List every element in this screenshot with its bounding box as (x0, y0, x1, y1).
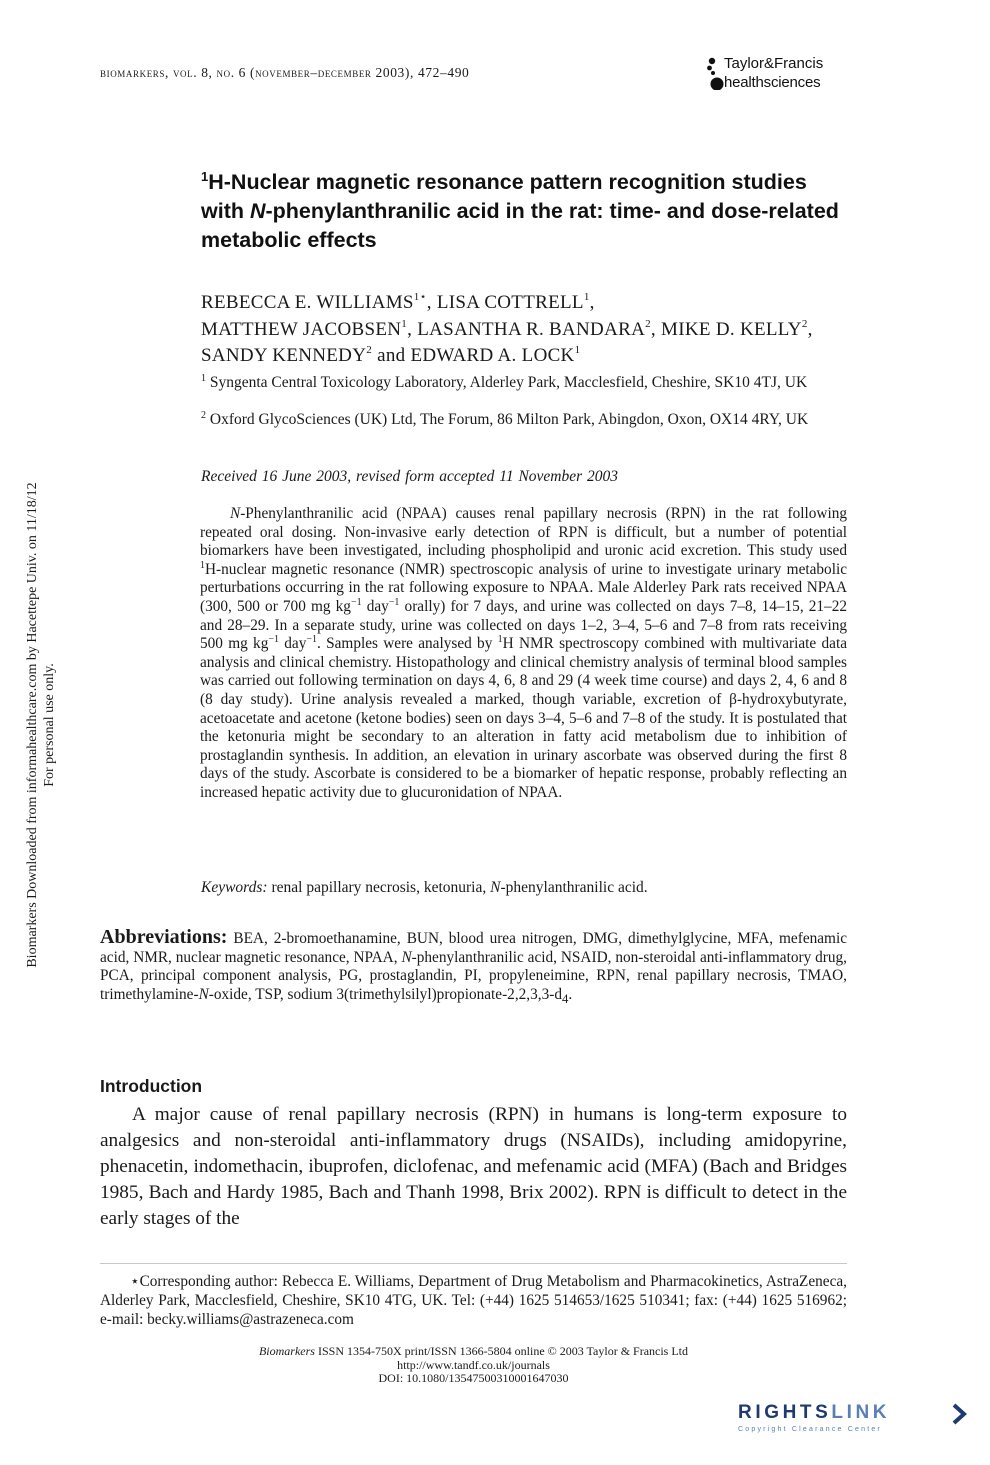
author: REBECCA E. WILLIAMS (201, 292, 414, 313)
abstract: N-Phenylanthranilic acid (NPAA) causes renal papillary necrosis (RPN) in the rat following repeated oral dosing. Non-invasive early detection of RPN is difficult, but a number of potential biomarkers have been investigated, including phospholipid and uronic acid excretion. This study used $^1$H-nuclear magnetic resonance (NMR) spectroscopic analysis of urine to investigate urinary metabolic perturbations occurring in the rat following exposure to NPAA. Male Alderley Park rats received NPAA (300, 500 or 700 mg $kg^{-1}$ day$^{-1}$ orally) for 7 days, and urine was collected on days 7–8, 14–15, 21–22 and 28–29. In a separate study, urine was collected on days 1–2, 3–4, 5–6 and 7–8 from rats receiving 500 mg $kg^{-1}$ day$^{-1}$. Samples were analysed by $^1$H NMR spectroscopy combined with multivariate data analysis and clinical chemistry. Histopathology and clinical chemistry analysis of terminal blood samples was carried out following termination on days 4, 6, 8 and 29 (4 week time course) and days 2, 4, 6 and 8 (8 day study). Urine analysis revealed a marked, though variable, excretion of β-hydroxybutyrate, acetoacetate and acetone (ketone bodies) seen on days 3–4, 5–6 and 7–8 of the study. It is postulated that the ketonuria might be secondary to an alteration in fatty acid metabolism due to inhibition of prostaglandin synthesis. In addition, an elevation in urinary ascorbate was observed during the first 8 days of the study. Ascorbate is considered to be a biomarker of hepatic response, probably reflecting an increased hepatic activity due to glucuronidation of NPAA. (200, 505, 848, 801)
download-notice-line1: Biomarkers Downloaded from informahealthcare.com by Hacettepe Univ. on 11/18/12 (25, 482, 40, 968)
section-heading: Introduction (100, 1076, 203, 1096)
journal-imprint: Biomarkers ISSN 1354-750X print/ISSN 1366-5804 online © 2003 Taylor & Francis Ltd http://www.tandf.co.uk/journals DOI: 10.1080/13547500310001647030 (200, 1345, 747, 1386)
rightslink-tagline: Copyright Clearance Center (738, 1426, 882, 1433)
doi: DOI: 10.1080/13547500310001647030 (378, 1371, 569, 1385)
download-notice-line2: For personal use only. (42, 663, 57, 787)
journal-url[interactable]: http://www.tandf.co.uk/journals (397, 1357, 550, 1372)
keywords: Keywords: renal papillary necrosis, ketonuria, N-phenylanthranilic acid. (201, 879, 648, 896)
affiliation: $^1$ Syngenta Central Toxicology Laboratory, Alderley Park, Macclesfield, Cheshire, SK10 4TJ, UK (201, 373, 808, 391)
footnote-divider (100, 1263, 847, 1264)
author: SANDY KENNEDY (201, 345, 367, 366)
abbreviations-label: Abbreviations: (100, 926, 228, 948)
publisher-imprint: healthsciences (724, 74, 821, 91)
article-title: $^1$H-Nuclear magnetic resonance pattern recognition studies with N-phenylanthranilic acid in the rat: time- and dose-related metabolic effects (201, 169, 839, 252)
rightslink-logo[interactable] (738, 1402, 970, 1438)
rightslink-word-link: LINK (831, 1402, 891, 1423)
publisher-name: Taylor&Francis (724, 55, 824, 72)
received-dates: Received 16 June 2003, revised form accepted 11 November 2003 (201, 468, 619, 485)
keywords-label: Keywords: (201, 879, 268, 896)
author: LISA COTTRELL (436, 292, 584, 313)
running-head: biomarkers, vol. 8, no. 6 (november–december 2003), 472–490 (100, 65, 470, 80)
author: LASANTHA R. BANDARA (417, 318, 646, 340)
abbreviations: Abbreviations: BEA, 2-bromoethanamine, BUN, blood urea nitrogen, DMG, dimethylglycine, MFA, mefenamic acid, NMR, nuclear magnetic resonance, NPAA, N-phenylanthranilic acid, NSAID, non-steroidal anti-inflammatory drug, PCA, principal component analysis, PG, prostaglandin, PI, propyleneimine, RPN, renal papillary necrosis, TMAO, trimethylamine-N-oxide, TSP, sodium $3(trimethylsilyl)propionate-2,2,3,3-d_4$. (100, 926, 847, 1006)
author-list: REBECCA E. $WILLIAMS^{1⋆}$, LISA COTTRELL$^1$, MATTHEW JACOBSEN$^1$, LASANTHA R. BANDARA$^2$, MIKE D. KELLY$^2$, SANDY KENNEDY$^2$ and EDWARD A. LOCK$^1$ (201, 291, 813, 366)
rightslink-word-rights: RIGHTS (738, 1402, 832, 1423)
author: MATTHEW JACOBSEN (201, 318, 402, 340)
rightslink-arrow-icon (948, 1403, 970, 1425)
author: EDWARD A. LOCK (410, 345, 575, 366)
affiliation: $^2$ Oxford GlycoSciences (UK) Ltd, The Forum, 86 Milton Park, Abingdon, Oxon, OX14 4RY, UK (201, 410, 809, 428)
taylor-francis-logo-icon (706, 56, 726, 90)
corresponding-author-footnote: ⋆Corresponding author: Rebecca E. Williams, Department of Drug Metabolism and Pharmacokinetics, AstraZeneca, Alderley Park, Macclesfield, Cheshire, SK10 4TG, UK. Tel: (+44) 1625 514653/1625 510341; fax: (+44) 1625 516962; e-mail: becky.williams@astrazeneca.com (100, 1273, 847, 1328)
publisher-logo (706, 54, 866, 94)
introduction-body: A major cause of renal papillary necrosis (RPN) in humans is long-term exposure to analgesics and non-steroidal anti-inflammatory drugs (NSAIDs), including amidopyrine, phenacetin, indomethacin, ibuprofen, diclofenac, and mefenamic acid (MFA) (Bach and Bridges 1985, Bach and Hardy 1985, Bach and Thanh 1998, Brix 2002). RPN is difficult to detect in the early stages of the (100, 1104, 847, 1229)
author: MIKE D. KELLY (661, 318, 802, 340)
